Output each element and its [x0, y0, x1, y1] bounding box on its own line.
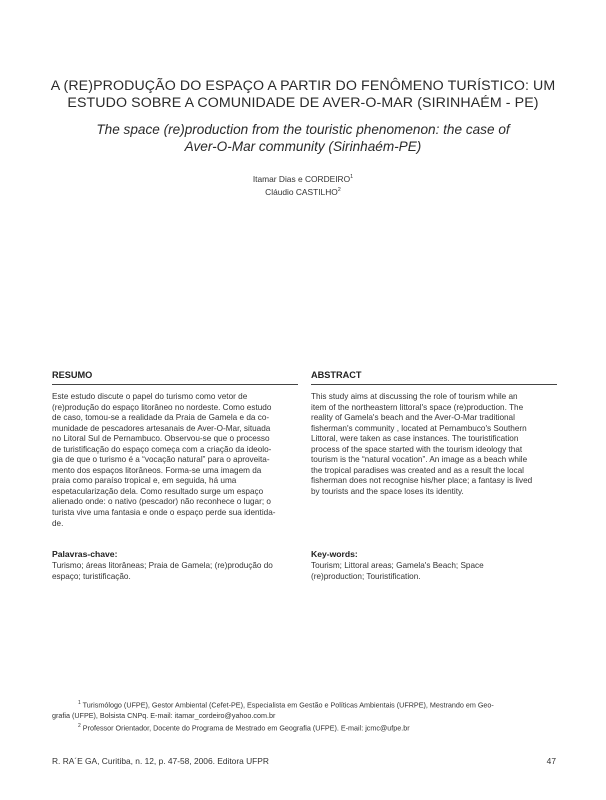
article-title-english [40, 122, 566, 155]
author-1 [0, 172, 606, 185]
text-line: tourism is the “natural vocation”. An image as a beach while [311, 455, 528, 465]
text-line: de. [52, 518, 64, 528]
resumo-body [52, 392, 298, 529]
journal-citation: R. RA´E GA, Curitiba, n. 12, p. 47-58, 2006. Editora UFPR [52, 756, 269, 766]
palavras-chave-label: Palavras-chave: [52, 549, 118, 559]
keywords-label: Key-words: [311, 549, 358, 559]
title-line-2: ESTUDO SOBRE A COMUNIDADE DE AVER-O-MAR (SIRINHAÉM - PE) [67, 94, 539, 111]
text-line: (re)produção do espaço litorâneo no nordeste. Como estudo [52, 402, 272, 412]
author-2 [0, 185, 606, 198]
text-line: espetacularização dela. Como resultado surge um espaço [52, 486, 264, 496]
footnote-mark: 2 [78, 723, 81, 730]
text-line: praia como paraíso tropical e, em seguida, há uma [52, 476, 237, 486]
palavras-chave-text [52, 561, 298, 582]
text-line: Littoral, were taken as case instances. The touristification [311, 434, 519, 444]
subtitle-line-1: The space (re)production from the touristic phenomenon: the case of [96, 122, 510, 137]
author-footnote-mark: 1 [350, 174, 354, 180]
text-line: de turistificação do espaço começa com a criação da ideolo- [52, 444, 272, 454]
subtitle-line-2: Aver-O-Mar community (Sirinhaém-PE) [184, 138, 422, 154]
footnote-1-continuation: grafia (UFPE), Bolsista CNPq. E-mail: itamar_cordeiro@yahoo.com.br [52, 710, 276, 720]
text-line: item of the northeastern littoral's space (re)production. The [311, 402, 524, 412]
abstract-heading: ABSTRACT [311, 370, 557, 385]
text-line: munidade de pescadores artesanais de Aver-O-Mar, situada [52, 423, 271, 433]
text-line: turista vive uma fantasia e onde o espaço perde sua identida- [52, 508, 276, 518]
author-name: Cláudio CASTILHO [265, 186, 338, 197]
text-line: Tourism; Littoral areas; Gamela's Beach; Space [311, 561, 484, 570]
footnote-2 [52, 721, 557, 734]
text-line: fisherman's community , located at Pernambuco's Southern [311, 423, 527, 433]
article-title-portuguese [40, 78, 566, 111]
text-line: mento dos espaços litorâneos. Forma-se uma imagem da [52, 465, 262, 475]
footnote-text: Professor Orientador, Docente do Programa de Mestrado em Geografia (UFPE). E-mail: jcmc@ufpe.br [82, 723, 410, 733]
text-line: alienado onde: o nativo (pescador) não reconhece o lugar; o [52, 497, 271, 507]
text-line: gia de que o turismo é a “vocação natural” para o aproveita- [52, 455, 270, 465]
title-line-1: A (RE)PRODUÇÃO DO ESPAÇO A PARTIR DO FENÔMENO TURÍSTICO: UM [50, 78, 556, 94]
text-line: no Litoral Sul de Pernambuco. Observou-se que o processo [52, 434, 270, 444]
text-line: de caso, tomou-se a realidade da Praia de Gamela e da co- [52, 413, 270, 423]
footnotes [52, 698, 557, 734]
resumo-heading: RESUMO [52, 370, 298, 385]
author-list [0, 172, 606, 198]
author-name: Itamar Dias e CORDEIRO [252, 173, 351, 184]
text-line: by tourists and the space loses its identity. [311, 486, 464, 496]
page-number: 47 [546, 756, 556, 766]
text-line: espaço; turistificação. [52, 571, 131, 581]
text-line: process of the space started with the tourism ideology that [311, 444, 523, 454]
text-line: reality of Gamela's beach and the Aver-O-Mar traditional [311, 413, 515, 423]
keywords-text [311, 561, 557, 582]
text-line: Este estudo discute o papel do turismo como vetor de [52, 392, 248, 401]
footnote-text: Turismólogo (UFPE), Gestor Ambiental (Cefet-PE), Especialista em Gestão e Políticas Ambientais (UFRPE), Mestrando em Geo- [82, 700, 494, 710]
text-line: fisherman does not recognise his/her place; a fantasy is lived [311, 476, 533, 486]
footnote-1 [52, 698, 557, 711]
abstract-body [311, 392, 557, 497]
text-line: the tropical paradises was created and as a result the local [311, 465, 524, 475]
footnote-mark: 1 [78, 700, 81, 706]
author-footnote-mark: 2 [337, 186, 341, 193]
text-line: Turismo; áreas litorâneas; Praia de Gamela; (re)produção do [52, 561, 273, 570]
text-line: This study aims at discussing the role of tourism while an [311, 392, 518, 401]
text-line: (re)production; Touristification. [311, 571, 421, 581]
